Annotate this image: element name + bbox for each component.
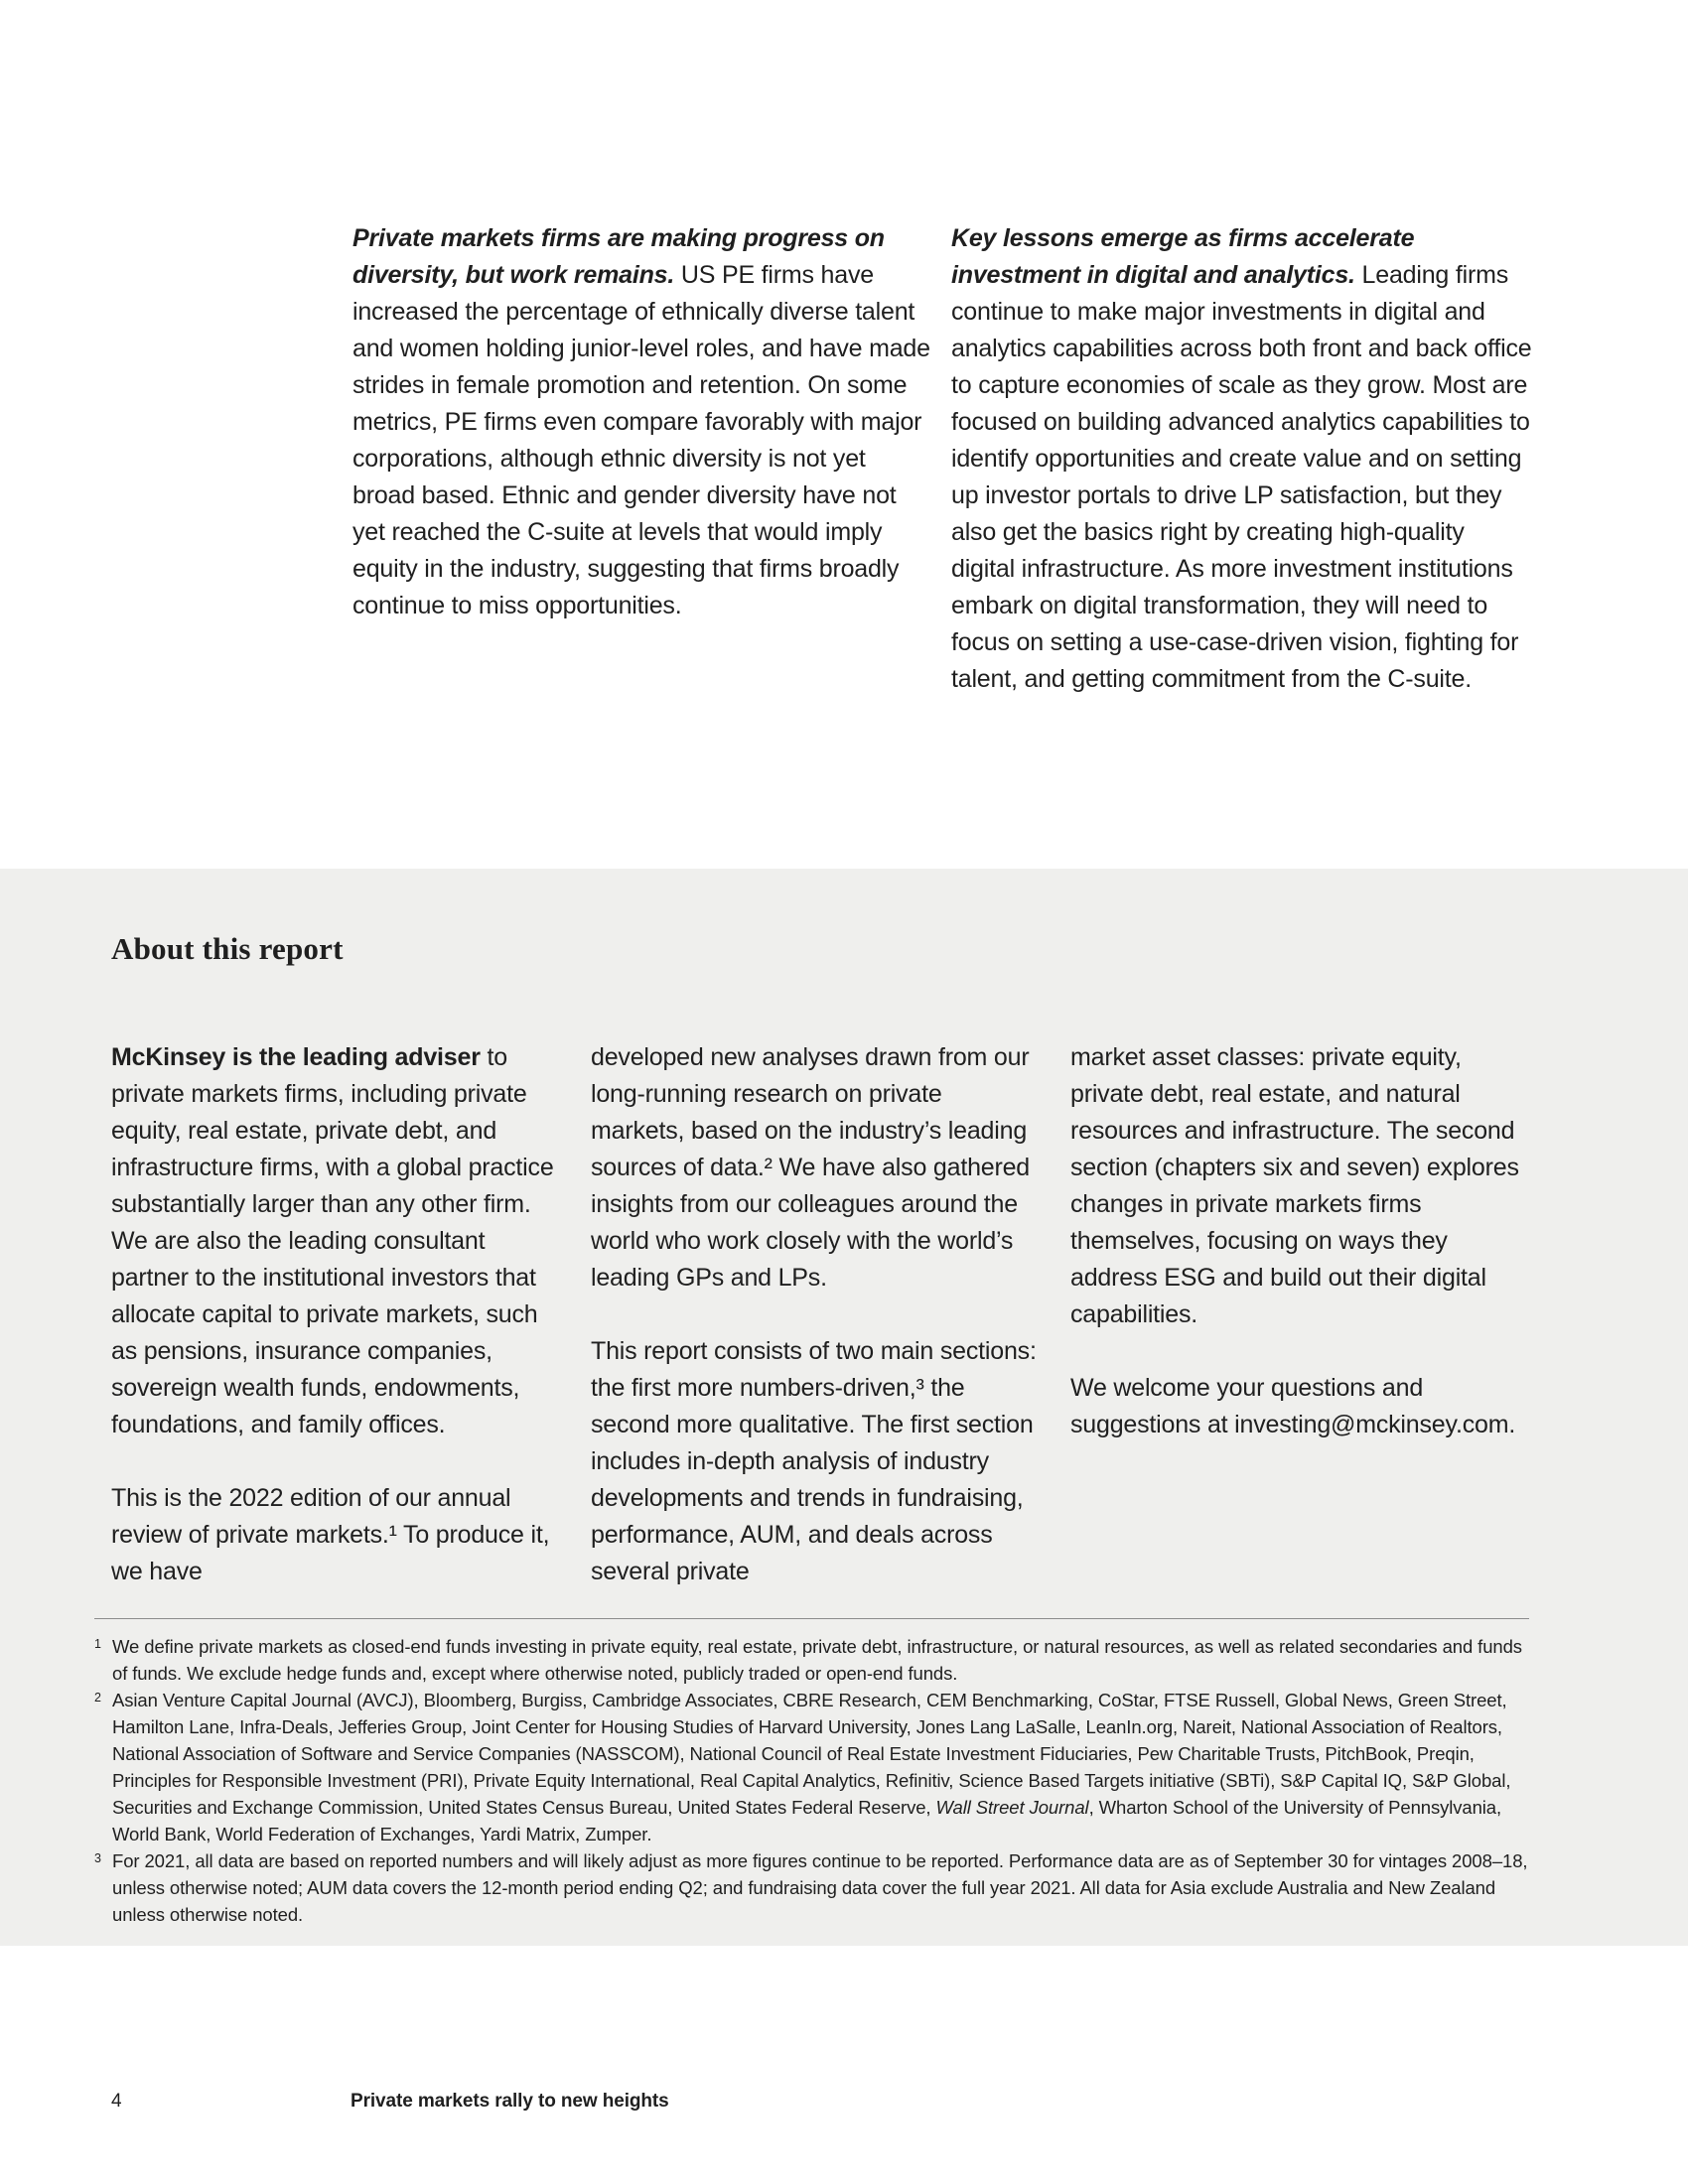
about-column-1 xyxy=(111,1039,560,1627)
intro-lead-digital: Key lessons emerge as firms accelerate investment in digital and analytics. xyxy=(951,224,1415,289)
footnote-2-marker: 2 xyxy=(94,1691,101,1705)
footnote-2-text-before: Asian Venture Capital Journal (AVCJ), Bloomberg, Burgiss, Cambridge Associates, CBRE Research, CEM Benchmarking, CoStar, FTSE Russell, Global News, Green Street, Hamilton Lane, Infra-Deals, Jefferies Group, Joint Center for Housing Studies of Harvard University, Jones Lang LaSalle, LeanIn.org, Nareit, National Association of Realtors, National Association of Software and Service Companies (NASSCOM), National Council of Real Estate Investment Fiduciaries, Pew Charitable Trusts, PitchBook, Preqin, Principles for Responsible Investment (PRI), Private Equity International, Real Capital Analytics, Refinitiv, Science Based Targets initiative (SBTi), S&P Capital IQ, S&P Global, Securities and Exchange Commission, United States Census Bureau, United States Federal Reserve, xyxy=(112,1690,1511,1818)
intro-body-diversity: US PE firms have increased the percentage of ethnically diverse talent and women holding junior-level roles, and have made strides in female promotion and retention. On some metrics, PE firms even compare favorably with major corporations, although ethnic diversity is not yet broad based. Ethnic and gender diversity have not yet reached the C-suite at levels that would imply equity in the industry, suggesting that firms broadly continue to miss opportunities. xyxy=(352,261,930,619)
about-col1-body: to private markets firms, including private equity, real estate, private debt, and infrastructure firms, with a global practice substantially larger than any other firm. We are also the leading consultant partner to the institutional investors that allocate capital to private markets, such as pensions, insurance companies, sovereign wealth funds, endowments, foundations, and family offices. xyxy=(111,1043,554,1438)
intro-column-diversity xyxy=(352,220,933,624)
intro-column-digital xyxy=(951,220,1532,698)
footnote-2-text-after: , Wharton School of the University of Pennsylvania, World Bank, World Federation of Exchanges, Yardi Matrix, Zumper. xyxy=(112,1797,1502,1844)
footer-report-title: Private markets rally to new heights xyxy=(351,2091,669,2112)
footnotes-block xyxy=(94,1633,1529,1928)
intro-paragraph xyxy=(352,220,933,624)
about-column-3 xyxy=(1070,1039,1519,1480)
intro-lead-diversity: Private markets firms are making progress on diversity, but work remains. xyxy=(352,224,885,289)
footnote-1-text: We define private markets as closed-end funds investing in private equity, real estate, private debt, infrastructure, or natural resources, as well as related secondaries and funds of funds. We exclude hedge funds and, except where otherwise noted, publicly traded or open-end funds. xyxy=(112,1636,1522,1684)
about-heading: About this report xyxy=(111,931,344,966)
footnote-3-text: For 2021, all data are based on reported numbers and will likely adjust as more figures continue to be reported. Performance data are as of September 30 for vintages 2008–18, unless otherwise noted; AUM data covers the 12-month period ending Q2; and fundraising data cover the full year 2021. All data for Asia exclude Australia and New Zealand unless otherwise noted. xyxy=(112,1850,1528,1925)
about-col3-paragraph-1: market asset classes: private equity, private debt, real estate, and natural resources and infrastructure. The second section (chapters six and seven) explores changes in private markets firms themselves, focusing on ways they address ESG and build out their digital capabilities. xyxy=(1070,1043,1519,1328)
footnote-2-italic-title: Wall Street Journal xyxy=(935,1797,1089,1818)
footnote-1 xyxy=(94,1633,1529,1687)
footnote-1-marker: 1 xyxy=(94,1637,101,1651)
footnote-2 xyxy=(94,1687,1529,1847)
footnote-3 xyxy=(94,1847,1529,1928)
about-section-band xyxy=(0,869,1688,1946)
about-column-2 xyxy=(591,1039,1040,1627)
intro-paragraph xyxy=(951,220,1532,698)
footnote-divider-rule xyxy=(94,1618,1529,1619)
about-col2-paragraph-2: This report consists of two main sections: the first more numbers-driven,³ the second more qualitative. The first section includes in-depth analysis of industry developments and trends in fundraising, performance, AUM, and deals across several private xyxy=(591,1337,1037,1585)
about-col1-lead: McKinsey is the leading adviser xyxy=(111,1043,481,1071)
footnote-3-marker: 3 xyxy=(94,1851,101,1865)
about-col1-paragraph-2: This is the 2022 edition of our annual review of private markets.¹ To produce it, we have xyxy=(111,1484,550,1585)
about-col3-paragraph-2: We welcome your questions and suggestions at investing@mckinsey.com. xyxy=(1070,1374,1516,1438)
about-col2-paragraph-1: developed new analyses drawn from our long-running research on private markets, based on the industry’s leading sources of data.² We have also gathered insights from our colleagues around the world who work closely with the world’s leading GPs and LPs. xyxy=(591,1043,1031,1292)
intro-body-digital: Leading firms continue to make major investments in digital and analytics capabilities across both front and back office to capture economies of scale as they grow. Most are focused on building advanced analytics capabilities to identify opportunities and create value and on setting up investor portals to drive LP satisfaction, but they also get the basics right by creating high-quality digital infrastructure. As more investment institutions embark on digital transformation, they will need to focus on setting a use-case-driven vision, fighting for talent, and getting commitment from the C-suite. xyxy=(951,261,1532,693)
about-col1-paragraph-1 xyxy=(111,1039,560,1443)
page-number: 4 xyxy=(111,2091,122,2112)
